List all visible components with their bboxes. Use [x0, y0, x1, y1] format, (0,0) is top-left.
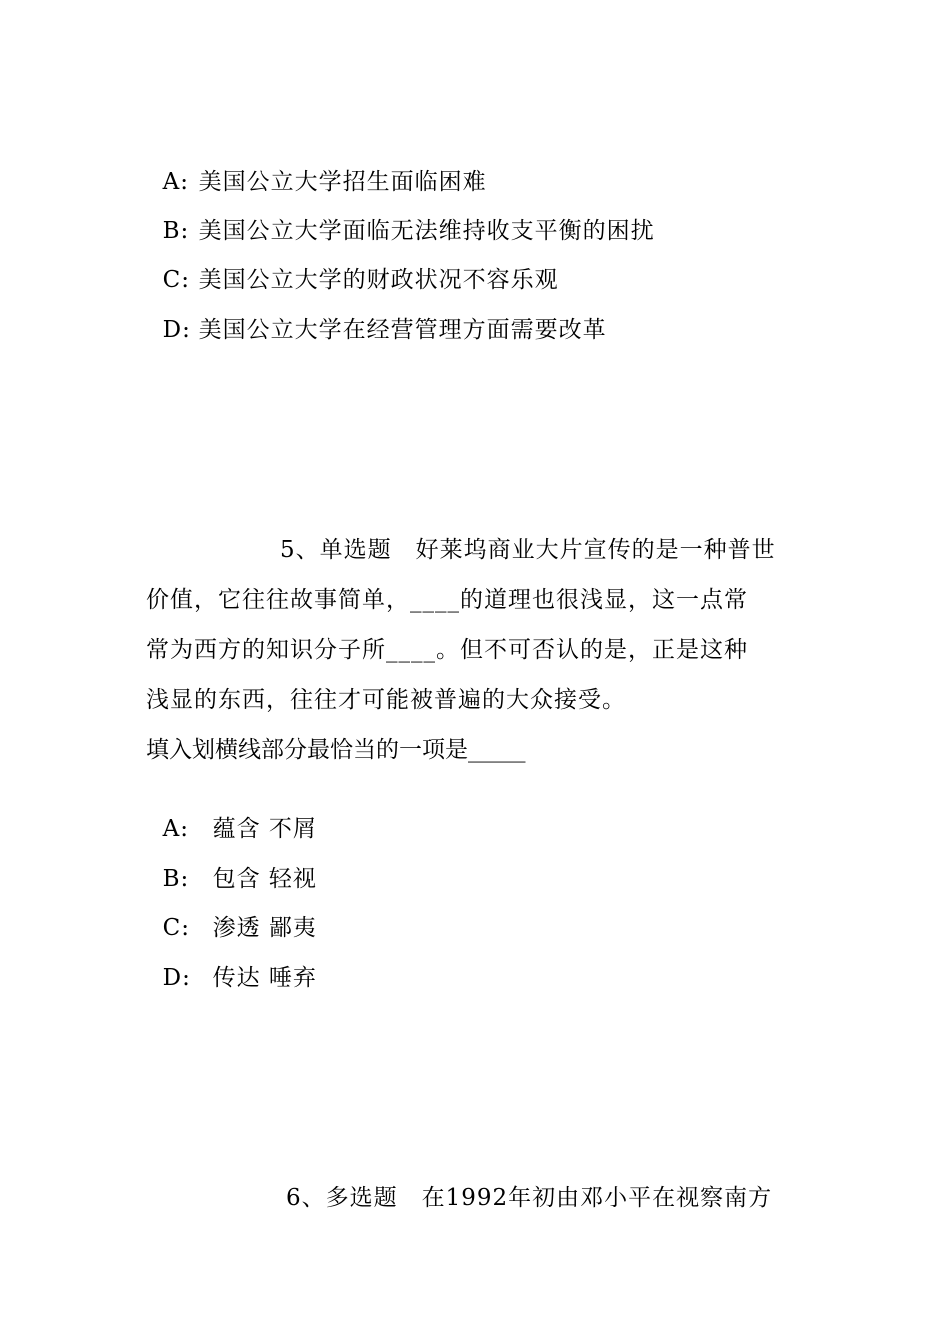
q6-stem-line-1: 6、多选题 在1992年初由邓小平在视察南方 — [286, 1185, 773, 1211]
q5-option-c-label: C: — [162, 915, 190, 941]
q4-option-c-text: 美国公立大学的财政状况不容乐观 — [198, 267, 559, 293]
q5-option-b-label: B: — [162, 866, 190, 892]
q5-option-d — [146, 933, 317, 993]
q5-stem-line-2: 价值，它往往故事简单，____的道理也很浅显，这一点常 — [146, 587, 748, 613]
q5-stem-line-3: 常为西方的知识分子所____。但不可否认的是，正是这种 — [146, 637, 748, 663]
q5-option-c-text: 渗透 鄙夷 — [212, 915, 317, 941]
q4-option-b-text: 美国公立大学面临无法维持收支平衡的困扰 — [198, 218, 655, 244]
q5-prompt: 填入划横线部分最恰当的一项是_____ — [146, 737, 526, 763]
q4-option-d-label: D: — [162, 317, 191, 343]
q5-option-d-label: D: — [162, 965, 191, 991]
q5-stem-line-4: 浅显的东西，往往才可能被普遍的大众接受。 — [146, 687, 626, 713]
q5-option-d-text: 传达 唾弃 — [212, 965, 317, 991]
q4-option-a-text: 美国公立大学招生面临困难 — [198, 169, 487, 195]
q4-option-d — [146, 285, 607, 345]
q5-option-a-label: A: — [162, 816, 189, 842]
q4-option-c-label: C: — [162, 267, 190, 293]
q5-option-a-text: 蕴含 不屑 — [212, 816, 317, 842]
q4-option-b-label: B: — [162, 218, 190, 244]
q4-option-d-text: 美国公立大学在经营管理方面需要改革 — [198, 317, 607, 343]
q5-stem-line-1: 5、单选题 好莱坞商业大片宣传的是一种普世 — [280, 537, 776, 563]
q5-option-b-text: 包含 轻视 — [212, 866, 317, 892]
q4-option-a-label: A: — [162, 169, 189, 195]
